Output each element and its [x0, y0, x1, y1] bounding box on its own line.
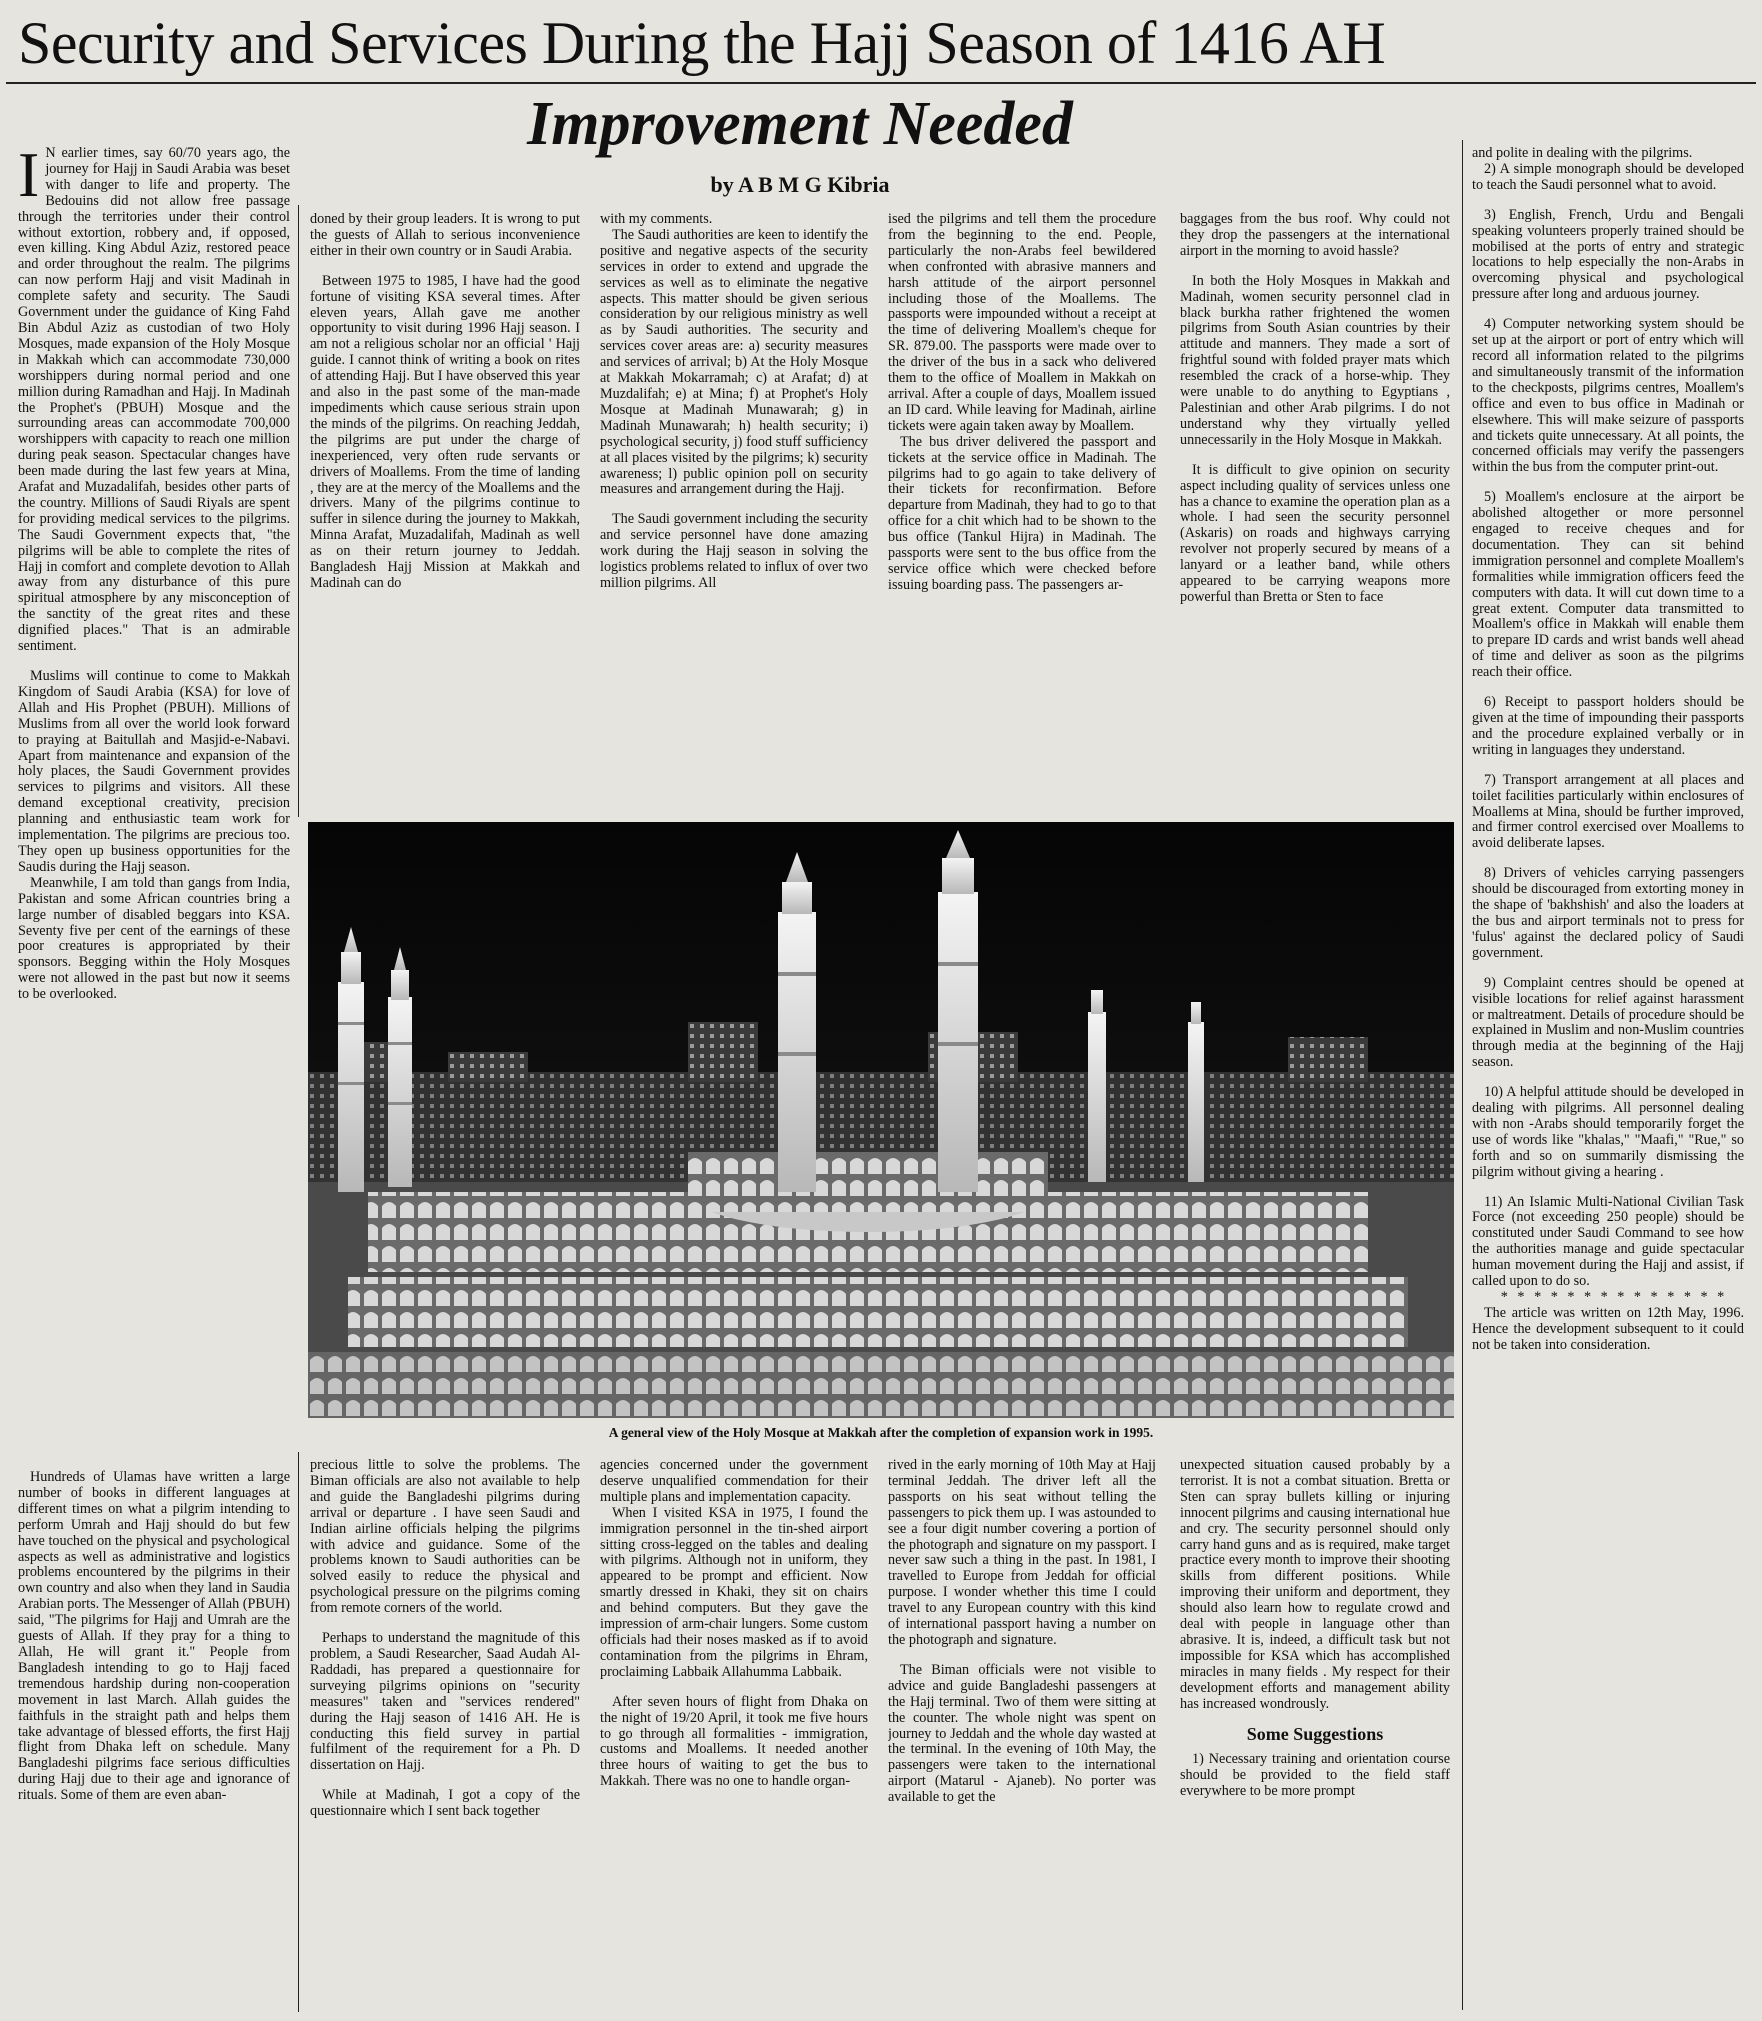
article-column-3-bottom [600, 1458, 868, 2014]
paragraph: Hundreds of Ulamas have written a large number of books in different languages at different times on what a pilgrim intending to perform Umrah and Hajj should do but few have touched on the physical and psychological aspects as well as administrative and logistics problems encountered by the pilgrims in their own country and also when they land in Saudia Arabian ports. The Messenger of Allah (PBUH) said, "The pilgrims for Hajj and Umrah are the guests of Allah. If they pray for a thing to Allah, He will grant it." People from Bangladesh intending to go to Hajj faced tremendous hardship during non-cooperation movement in last March. Allah guides the faithfuls in the straight path and helps them take advantage of blessed efforts, the first Hajj flight from Dhaka left on schedule. Many Bangladeshi pilgrims face serious difficulties during Hajj due to their age and ignorance of rituals. Some of them are even aban- [18, 1470, 290, 1804]
column-rule [298, 205, 299, 817]
paragraph: While at Madinah, I got a copy of the questionnaire which I sent back together [310, 1787, 580, 1820]
header-rule [6, 82, 1756, 84]
paragraph: Meanwhile, I am told than gangs from India, Pakistan and some African countries bring a large number of disabled beggars into KSA. Seventy five per cent of the earnings of these poor creatures is appropriated by their sponsors. Begging within the Holy Mosques were not allowed in the past but now it seems to be overlooked. [18, 874, 290, 1003]
article-column-4-bottom [888, 1458, 1156, 2014]
mosque-photo [308, 822, 1454, 1418]
drop-cap: I [18, 146, 40, 210]
paragraph: The bus driver delivered the passport and tickets at the service office in Madinah. The pilgrims had to go again to take delivery of their tickets for reconfirmation. Before departure from Madinah, they had to go to that office for a chit which had to be shown to the bus office (Tankul Hijra) in Madinah. The passports were sent to the bus office from the service office which were checked before issuing boarding pass. The passengers ar- [888, 433, 1156, 593]
paragraph: 2) A simple monograph should be developed to teach the Saudi personnel what to avoid. [1472, 160, 1744, 193]
article-column-5-top [1180, 212, 1450, 816]
paragraph: doned by their group leaders. It is wrong to put the guests of Allah to serious inconvenience either in their own country or in Saudi Arabia. [310, 212, 580, 259]
paragraph: baggages from the bus roof. Why could not they drop the passengers at the international airport in the morning to avoid hassle? [1180, 212, 1450, 259]
article-column-6 [1472, 146, 1744, 2014]
column-rule [1462, 140, 1463, 2010]
subheadline: Improvement Needed [527, 90, 1073, 158]
photo-caption: A general view of the Holy Mosque at Makkah after the completion of expansion work in 1995. [608, 1425, 1154, 1440]
article-column-5-bottom [1180, 1458, 1450, 2014]
paragraph: ised the pilgrims and tell them the procedure from the beginning to the end. People, particularly the non-Arabs feel bewildered when confronted with abrasive manners and harsh attitude of the airport personnel including those of the Moallems. The passports were impounded without a receipt at the time of delivering Moallem's cheque for SR. 879.00. The passports were made over to the driver of the bus in a sack who delivered them to the office of Moallem in Makkah on arrival. After a couple of days, Moallem issued an ID card. While leaving for Madinah, airline tickets were again taken away by Moallem. [888, 212, 1156, 434]
paragraph: Muslims will continue to come to Makkah Kingdom of Saudi Arabia (KSA) for love of Allah and His Prophet (PBUH). Millions of Muslims from all over the world look forward to praying at Baitullah and Masjid-e-Nabavi. Apart from maintenance and expansion of the holy places, the Saudi Government provides services to pilgrims and visitors. All these demand exceptional creativity, precision planning and enthusiastic team work for implementation. The pilgrims are precious too. They open up business opportunities for the Saudis during the Hajj season. [18, 668, 290, 875]
byline: by A B M G Kibria [710, 172, 890, 197]
paragraph: 5) Moallem's enclosure at the airport be abolished altogether or more personnel engaged to receive cheques and for documentation. They can sit behind immigration personnel and complete Moallem's formalities while immigration officers feed the computers with data. It will cut down time to a great extent. Computer data transmitted to Moallem's office in Makkah will enable them to prepare ID cards and wrist bands well ahead of time and deliver as soon as the pilgrims reach their office. [1472, 489, 1744, 681]
paragraph: When I visited KSA in 1975, I found the immigration personnel in the tin-shed airport sitting cross-legged on the tables and dealing with pilgrims. Although not in uniform, they appeared to be prompt and efficient. Now smartly dressed in Khaki, they sit on chairs and behind computers. But they gave the impression of arm-chair lungers. Some custom officials had their noses masked as if to avoid contamination from the pilgrims in Ehram, proclaiming Labbaik Allahumma Labbaik. [600, 1504, 868, 1680]
article-column-2-bottom [310, 1458, 580, 2014]
article-column-1-top [18, 146, 290, 1450]
separator-stars: * * * * * * * * * * * * * * [1500, 1289, 1728, 1305]
paragraph: It is difficult to give opinion on security aspect including quality of services unless one has a chance to examine the operation plan as a whole. I had seen the security personnel (Askaris) on roads and highways carrying revolver not properly secured by means of a lanyard or a leather band, while others appeared to be carrying weapons more powerful than Bretta or Sten to face [1180, 461, 1450, 605]
paragraph: The article was written on 12th May, 1996. Hence the development subsequent to it could not be taken into consideration. [1472, 1304, 1744, 1353]
article-column-4-top [888, 212, 1156, 816]
paragraph: 10) A helpful attitude should be developed in dealing with pilgrims. All personnel dealing with non -Arabs should temporarily forget the use of words like "khalas," "Maafi," "Rue," so forth and so on summarily dismissing the pilgrim without giving a hearing . [1472, 1084, 1744, 1180]
paragraph: and polite in dealing with the pilgrims. [1472, 146, 1693, 161]
paragraph: unexpected situation caused probably by a terrorist. It is not a combat situation. Bretta or Sten can spray bullets killing or injuring innocent pilgrims and causing international hue and cry. The security personnel should only carry hand guns and as is required, make target practice every month to improve their shooting skills from different positions. While improving their uniform and deportment, they should also learn how to regulate crowd and deal with people in language other than abrasive. It is, indeed, a difficult task but not impossible for KSA which has accomplished miracles in many fields . My respect for their development efforts and management ability has increased wondrously. [1180, 1458, 1450, 1712]
paragraph: 9) Complaint centres should be opened at visible locations for relief against harassment or maltreatment. Details of procedure should be explained in Muslim and non-Muslim countries through media at the beginning of the Hajj season. [1472, 974, 1744, 1071]
article-column-3-top [600, 212, 868, 816]
section-heading: Some Suggestions [1246, 1723, 1384, 1744]
paragraph: 7) Transport arrangement at all places and toilet facilities particularly within enclosures of Moallems at Mina, should be further improved, and firmer control exercised over Moallems to avoid deliberate lapses. [1472, 771, 1744, 852]
headline: Security and Services During the Hajj Season of 1416 AH [18, 10, 1386, 76]
paragraph: agencies concerned under the government deserve unqualified commendation for their multiple plans and implementation capacity. [600, 1458, 868, 1505]
paragraph: with my comments. [600, 212, 713, 227]
column-rule [298, 1452, 299, 2012]
paragraph: Between 1975 to 1985, I have had the good fortune of visiting KSA several times. After eleven years, Allah gave me another opportunity to visit during 1996 Hajj season. I am not a religious scholar nor an official ' Hajj guide. I cannot think of writing a book on rites of attending Hajj. But I have observed this year and also in the past some of the man-made impediments which cause serious strain upon the minds of the pilgrims. On reaching Jeddah, the pilgrims are put under the charge of inexperienced, very often rude servants or drivers of Moallems. From the time of landing , they are at the mercy of the Moallems and the drivers. Many of the pilgrims continue to suffer in silence during the journey to Makkah, Minna Arafat, Muzadalifah, Madinah as well as on their return journey to Jeddah. Bangladesh Hajj Mission at Makkah and Madinah can do [310, 272, 580, 591]
paragraph: After seven hours of flight from Dhaka on the night of 19/20 April, it took me five hours to go through all formalities - immigration, customs and Moallems. It needed another three hours of waiting to get the bus to Makkah. There was no one to handle organ- [600, 1693, 868, 1790]
paragraph: The Saudi authorities are keen to identify the positive and negative aspects of the security services in order to extend and upgrade the services as well as to eliminate the negative aspects. This matter should be given serious consideration by our religious ministry as well as by Saudi authorities. The security and services cover areas are: a) security measures and services of arrival; b) At the Holy Mosque at Makkah Mokarramah; c) at Arafat; d) at Muzdalifah; e) at Mina; f) at Prophet's Holy Mosque at Madinah Munawarah; g) in Madinah Munawarah; h) health security; i) psychological security, j) food stuff sufficiency at all places visited by the pilgrims; k) security awareness; l) public opinion poll on security measures and arrangement during the Hajj. [600, 226, 868, 498]
paragraph: 1) Necessary training and orientation course should be provided to the field staff everywhere to be more prompt [1180, 1751, 1450, 1800]
paragraph: Perhaps to understand the magnitude of this problem, a Saudi Researcher, Saad Audah Al-Raddadi, has prepared a questionnaire for surveying pilgrims opinions on "security measures" taken and "services rendered" during the Hajj season of 1416 AH. He is conducting this field survey in partial fulfilment of the requirement for a Ph. D dissertation on Hajj. [310, 1630, 580, 1774]
paragraph: In both the Holy Mosques in Makkah and Madinah, women security personnel clad in black burkha rather frightened the women pilgrims from South Asian countries by their attitude and manners. They made a sort of frightful sound with folded prayer mats which resembled the crack of a horse-whip. They were unable to do anything to Egyptians , Palestinian and other Arab pilgrims. I do not understand why they virtually yelled unnecessarily in the Holy Mosque in Makkah. [1180, 272, 1450, 448]
paragraph: The Biman officials were not visible to advice and guide Bangladeshi passengers at the Hajj terminal. Two of them were sitting at the counter. The whole night was spent on journey to Jeddah and the whole day wasted at the terminal. In the evening of 10th May, the passengers were taken to the international airport (Matarul - Ajaneb). No porter was available to get the [888, 1661, 1156, 1806]
article-column-1-bottom [18, 1470, 290, 2015]
paragraph: precious little to solve the problems. The Biman officials are also not available to help and guide the Bangladeshi pilgrims during arrival or departure . I have seen Saudi and Indian airline officials helping the pilgrims with advice and guidance. Some of the problems known to Saudi authorities can be solved easily to reduce the physical and psychological pressure on the pilgrims coming from remote corners of the world. [310, 1458, 580, 1617]
paragraph: 8) Drivers of vehicles carrying passengers should be discouraged from extorting money in the shape of 'bakhshish' and also the loaders at the bus and airport terminals not to press for 'fulus' against the declared policy of Saudi government. [1472, 865, 1744, 961]
paragraph: The Saudi government including the security and service personnel have done amazing work during the Hajj season in solving the logistics problems related to influx of over two million pilgrims. All [600, 511, 868, 591]
paragraph: 4) Computer networking system should be set up at the airport or port of entry which will record all information related to the pilgrims and simultaneously transmit of the information to the checkposts, pilgrims centres, Moallem's office and even to bus office in Madinah or elsewhere. This will make seizure of passports and tickets quite unnecessary. At all points, the concerned officials may verify the passengers within the bus from the computer print-out. [1472, 316, 1744, 476]
paragraph: rived in the early morning of 10th May at Hajj terminal Jeddah. The driver left all the passports on his seat without telling the passengers to pick them up. I was astounded to see a four digit number covering a portion of the photograph and signature on my passport. I never saw such a thing in the past. In 1981, I travelled to Europe from Jeddah for official purpose. I wonder whether this time I could travel to any European country with this kind of international passport having a number on the photograph and signature. [888, 1458, 1156, 1648]
article-column-2-top [310, 212, 580, 816]
paragraph: 11) An Islamic Multi-National Civilian Task Force (not exceeding 250 people) should be constituted under Saudi Command to see how the authorities manage and guide spectacular human movement during the Hajj and assist, if called upon to do so. [1472, 1193, 1744, 1290]
paragraph: 6) Receipt to passport holders should be given at the time of impounding their passports and the procedure explained verbally or in writing in languages they understand. [1472, 694, 1744, 758]
paragraph: N earlier times, say 60/70 years ago, the journey for Hajj in Saudi Arabia was beset with danger to life and property. The Bedouins did not allow free passage through the territories under their control without extortion, robbery and, if opposed, even killing. King Abdul Aziz, restored peace and order throughout the realm. The pilgrims can now perform Hajj and visit Madinah in complete safety and security. The Saudi Government under the guidance of King Fahd Bin Abdul Aziz as custodian of two Holy Mosques, made expansion of the Holy Mosque in Makkah which can accommodate 730,000 worshippers during normal period and one million during Ramadhan and Hajj. In Madinah the Prophet's (PBUH) Mosque and the surrounding areas can accommodate 700,000 worshippers with capacity to reach one million during peak season. Spectacular changes have been made during the last few years at Mina, Arafat and Muzadalifah, besides other parts of the country. Millions of Saudi Riyals are spent for providing medical services to the pilgrims. The Saudi Government expects that, "the pilgrims will be able to complete the rites of Hajj in comfort and complete devotion to Allah away from any disturbance of this pure spiritual atmosphere by any misconception of the sanctity of the great rites and these dignified places." That is an admirable sentiment. [18, 146, 290, 655]
paragraph: 3) English, French, Urdu and Bengali speaking volunteers properly trained should be mobilised at the ports of entry and strategic locations to help especially the non-Arabs in overcoming physical and psychological pressure after long and arduous journey. [1472, 206, 1744, 303]
